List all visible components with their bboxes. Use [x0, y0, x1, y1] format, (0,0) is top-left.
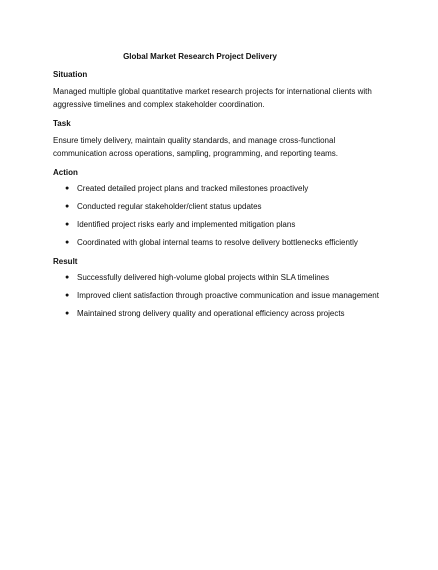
section-heading-result: Result: [53, 257, 78, 266]
result-item-text: Successfully delivered high-volume global projects within SLA timelines: [77, 273, 330, 282]
section-heading-situation: Situation: [53, 70, 88, 79]
bullet-icon: ●: [65, 221, 70, 228]
section-task: [53, 119, 383, 160]
document-body: [53, 70, 383, 328]
list-item: [53, 236, 383, 249]
list-item: [53, 307, 383, 320]
list-item: [53, 271, 383, 284]
list-item: [53, 218, 383, 231]
list-item: [53, 200, 383, 213]
bullet-icon: ●: [65, 292, 70, 299]
action-item-text: Created detailed project plans and tracked milestones proactively: [77, 184, 309, 193]
section-result: [53, 257, 383, 320]
action-item-text: Identified project risks early and implemented mitigation plans: [77, 220, 296, 229]
bullet-icon: ●: [65, 185, 70, 192]
situation-text: Managed multiple global quantitative market research projects for international clients with aggressive timelines and complex stakeholder coordination.: [53, 87, 372, 109]
action-item-text: Conducted regular stakeholder/client status updates: [77, 202, 262, 211]
result-item-text: Maintained strong delivery quality and operational efficiency across projects: [77, 309, 345, 318]
task-text: Ensure timely delivery, maintain quality standards, and manage cross-functional communication across operations, sampling, programming, and reporting teams.: [53, 136, 339, 158]
section-heading-task: Task: [53, 119, 71, 128]
bullet-icon: ●: [65, 203, 70, 210]
bullet-icon: ●: [65, 310, 70, 317]
list-item: [53, 182, 383, 195]
section-heading-action: Action: [53, 168, 78, 177]
section-action: [53, 168, 383, 249]
action-item-text: Coordinated with global internal teams to resolve delivery bottlenecks efficiently: [77, 238, 358, 247]
result-list: [53, 271, 383, 320]
result-item-text: Improved client satisfaction through proactive communication and issue management: [77, 291, 379, 300]
bullet-icon: ●: [65, 274, 70, 281]
section-situation: [53, 70, 383, 111]
bullet-icon: ●: [65, 239, 70, 246]
action-list: [53, 182, 383, 249]
list-item: [53, 289, 383, 302]
document-title: Global Market Research Project Delivery: [123, 52, 277, 61]
